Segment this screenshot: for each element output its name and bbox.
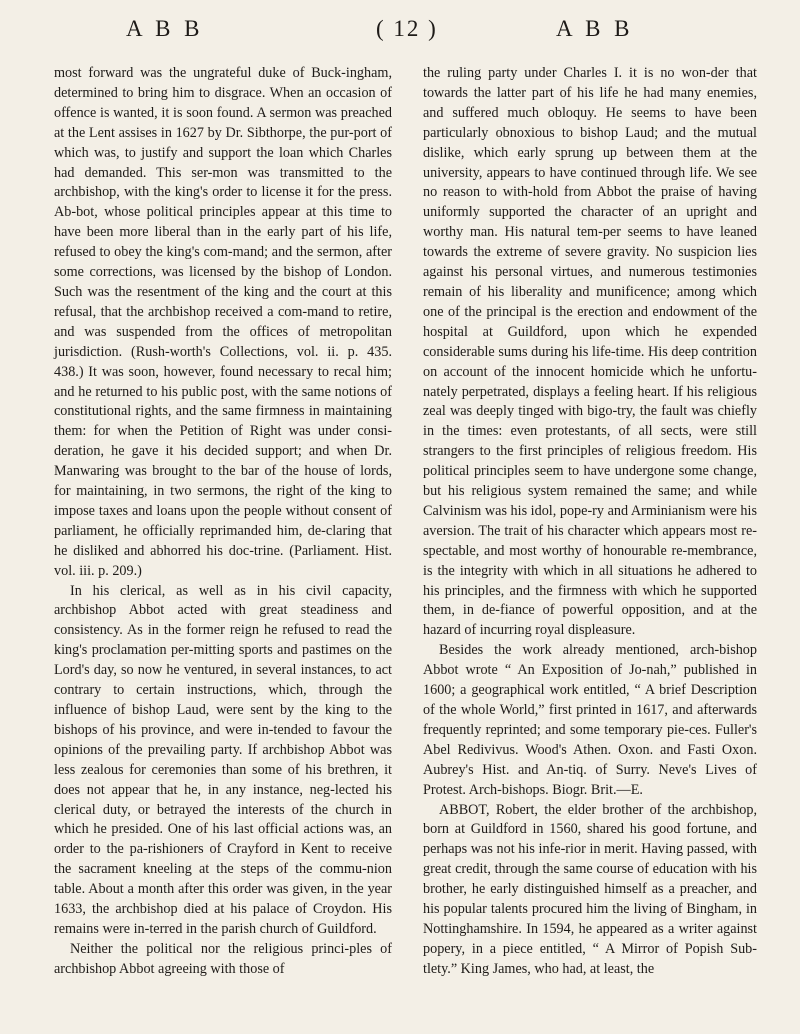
left-column bbox=[54, 64, 392, 980]
header-right-word: A B B bbox=[556, 16, 634, 41]
paragraph-political-principles: Neither the political nor the religious princi-ples of archbishop Abbot agreeing with those of bbox=[54, 940, 392, 977]
paragraph-works-and-sources: Besides the work already mentioned, arch-bishop Abbot wrote “ An Exposition of Jo-nah,” published in 1600; a geographical work entitled, “ A brief Description of the whole World,” first printed in 1617, and afterwards frequently reprinted; and some temporary pie-ces. Fuller's Abel Redivivus. Wood's Athen. Oxon. and Fasti Oxon. Aubrey's Hist. and An-tiq. of Surry. Neve's Lives of Protest. Arch-bishops. Biogr. Brit.—E. bbox=[423, 642, 757, 798]
header-left-word: A B B bbox=[126, 16, 204, 41]
running-header bbox=[0, 16, 800, 50]
paragraph-sibthorpe-sermon: most forward was the ungrateful duke of Buck-ingham, determined to bring him to disgrace. When an occasion of offence is wanted, it is soon found. A sermon was preached at the Lent assises in 1627 by Dr. Sibthorpe, the pur-port of which was, to justify and support the loan which Charles had demanded. This ser-mon was transmitted to the archbishop, with the king's order to license it for the press. Ab-bot, whose political principles appear at this time to have been more liberal than in the early part of his life, refused to obey the king's com-mand; and the sermon, after some corrections, was licensed by the bishop of London. Such was the resentment of the king and the court at this refusal, that the archbishop received a com-mand to retire, and was suspended from the offices of metropolitan jurisdiction. (Rush-worth's Collections, vol. ii. p. 435. 438.) It was soon, however, found necessary to recal him; and he returned to his public post, with the same notions of constitutional rights, and the same firmness in maintaining them: for when the Petition of Right was under consi-deration, he gave it his decided support; and when Dr. Manwaring was brought to the bar of the house of lords, for maintaining, in two sermons, the right of the king to impose taxes and loans upon the people without consent of parliament, he officially reprimanded him, de-claring that he disliked and abhorred his doc-trine. (Parliament. Hist. vol. iii. p. 209.) bbox=[54, 65, 392, 579]
paragraph-clerical-capacity: In his clerical, as well as in his civil capacity, archbishop Abbot acted with great steadiness and consistency. As in the former reign he refused to read the king's proclamation per-mitting sports and pastimes on the Lord's day, so now he ventured, in several instances, to act contrary to certain instructions, which, through the influence of bishop Laud, were sent by the king to the bishops of his province, and were in-tended to favour the opinions of the prevailing party. If archbishop Abbot was less zealous for ceremonies than some of his brethren, it does not appear that he, in any instance, neg-lected his clerical duty, or betrayed the interests of the church in which he presided. One of his last official actions was, an order to the pa-rishioners of Crayford in Kent to receive the sacrament kneeling at the steps of the commu-nion table. About a month after this order was given, in the year 1633, the archbishop died at his palace of Croydon. His remains were in-terred in the parish church of Guildford. bbox=[54, 582, 392, 937]
paragraph-robert-abbot: ABBOT, Robert, the elder brother of the archbishop, born at Guildford in 1560, shared his good fortune, and perhaps was not his infe-rior in merit. Having passed, with great credit, through the same course of education with his brother, he early distinguished himself as a preacher, and his popular talents procured him the living of Bingham, in Nottinghamshire. In 1594, he appeared as a writer against popery, in a piece entitled, “ A Mirror of Popish Sub-tlety.” King James, who had, at least, the bbox=[423, 801, 757, 977]
right-column bbox=[423, 64, 757, 980]
page-number: ( 12 ) bbox=[376, 16, 438, 41]
paragraph-character: the ruling party under Charles I. it is no won-der that towards the latter part of his life he had many enemies, and suffered much obloquy. He seems to have been particularly obnoxious to bishop Laud; and the mutual dislike, which early sprung up between them at the university, appears to have continued through life. We see no reason to with-hold from Abbot the praise of having uniformly supported the character of an upright and worthy man. His natural tem-per seems to have leaned towards the extreme of severe gravity. No suspicion lies against his personal virtues, and numerous testimonies remain of his liberality and munificence; among which one of the principal is the erection and endowment of the hospital at Guildford, upon which he expended considerable sums during his life-time. His deep contrition on account of the innocent homicide which he unfortu-nately perpetrated, displays a feeling heart. If his religious zeal was deeply tinged with bigo-try, the fault was chiefly in the times: even protestants, of all sects, were still strangers to the first principles of religious freedom. His political principles seem to have undergone some change, but his religious system remained the same; and while Calvinism was his idol, pope-ry and Arminianism were his aversion. The trait of his character which appears most re-spectable, and most worthy of honourable re-membrance, is the integrity with which in all situations he adhered to his principles, and the firmness with which he supported them, in de-fiance of powerful opposition, and at the hazard of incurring royal displeasure. bbox=[423, 65, 757, 639]
